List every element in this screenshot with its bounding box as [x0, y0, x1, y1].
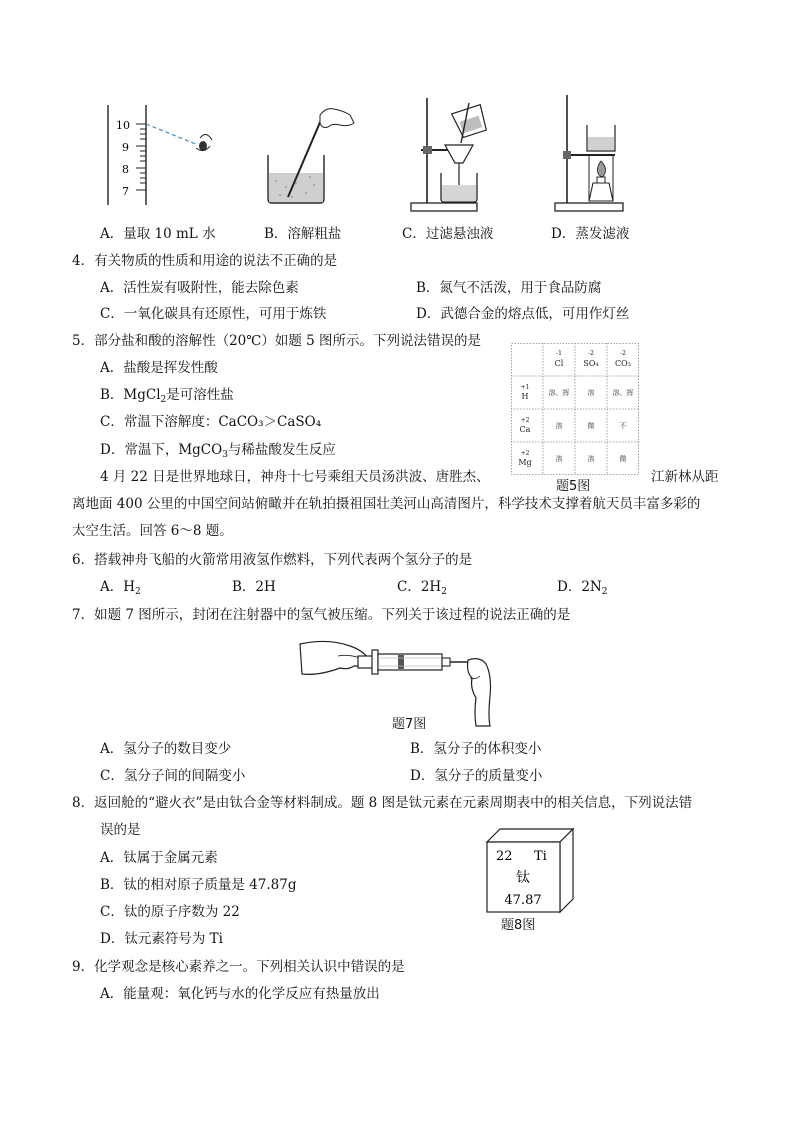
q6-option-d-subscript: 2: [601, 587, 608, 597]
q5-option-b-text-end: 是可溶性盐: [166, 387, 234, 403]
row-ion-ca: Ca: [519, 425, 531, 434]
q7-option-c[interactable]: C．氢分子间的间隔变小: [100, 768, 246, 784]
q5-option-c[interactable]: C．常温下溶解度：CaCO₃＞CaSO₄: [100, 414, 322, 430]
q3-option-b[interactable]: B．溶解粗盐: [264, 226, 342, 242]
cylinder-tick-9: 9: [122, 141, 129, 154]
q6-option-b[interactable]: B．2H: [232, 579, 276, 595]
element-number: 22: [496, 849, 513, 864]
q5-option-a[interactable]: A．盐酸是挥发性酸: [100, 360, 218, 376]
q5-figure-caption: 题5图: [556, 479, 591, 494]
q3-option-d[interactable]: D．蒸发滤液: [551, 226, 630, 242]
q7-option-d[interactable]: D．氢分子的质量变小: [410, 768, 543, 784]
passage-line-1a: 4 月 22 日是世界地球日，神舟十七号乘组天员汤洪波、唐胜杰、: [100, 469, 490, 485]
cylinder-tick-8: 8: [122, 163, 129, 176]
col-header-so4: SO₄: [583, 359, 599, 368]
col-charge-co3: -2: [620, 350, 626, 357]
q9-stem: 9．化学观念是核心素养之一。下列相关认识中错误的是: [72, 959, 405, 975]
element-mass: 47.87: [504, 893, 542, 908]
q6-option-a-text: A．H: [100, 579, 136, 595]
cylinder-tick-10: 10: [116, 119, 130, 132]
q6-option-a[interactable]: [100, 577, 141, 597]
q4-option-a[interactable]: A．活性炭有吸附性，能去除色素: [100, 280, 299, 296]
row-ion-h: H: [521, 392, 529, 401]
q5-option-b[interactable]: [100, 385, 234, 405]
q7-option-a[interactable]: A．氢分子的数目变少: [100, 741, 232, 757]
element-symbol: Ti: [534, 849, 547, 864]
q4-option-c[interactable]: C．一氧化碳具有还原性，可用于炼铁: [100, 306, 327, 322]
row-charge-ca: +2: [520, 417, 530, 424]
q8-option-a[interactable]: A．钛属于金属元素: [100, 850, 218, 866]
passage-line-2: 离地面 400 公里的中国空间站俯瞰并在轨拍摄祖国壮美河山高清图片，科学技术支撑着航天员丰富多彩的: [72, 496, 701, 512]
row-charge-mg: +2: [520, 450, 530, 457]
col-charge-cl: -1: [556, 350, 562, 357]
q6-option-c[interactable]: [397, 577, 447, 597]
col-header-co3: CO₃: [615, 359, 631, 368]
q8-stem-line-2: 误的是: [100, 822, 141, 838]
q7-option-b[interactable]: B．氢分子的体积变小: [410, 741, 542, 757]
q3-figure-evaporation: [553, 93, 628, 215]
cell-h-so4: 溶: [587, 389, 595, 397]
eye-icon: [196, 134, 212, 151]
q5-option-b-text: B．MgCl: [100, 387, 161, 403]
q6-option-d[interactable]: [557, 577, 607, 597]
row-ion-mg: Mg: [518, 458, 532, 467]
q3-figure-filtration: [405, 95, 510, 215]
q5-option-d-text: D．常温下，MgCO: [100, 442, 223, 458]
q6-option-d-text: D．2N: [557, 579, 602, 595]
solubility-table: [511, 343, 639, 475]
q4-option-b[interactable]: B．氮气不活泼，用于食品防腐: [416, 280, 602, 296]
q3-figure-graduated-cylinder: [100, 100, 225, 210]
q5-option-d-subscript: 3: [222, 450, 228, 460]
q9-option-a[interactable]: A．能量观：氧化钙与水的化学反应有热量放出: [100, 986, 380, 1002]
q8-option-b[interactable]: B．钛的相对原子质量是 47.87g: [100, 877, 297, 893]
element-name: 钛: [516, 870, 530, 886]
cell-mg-so4: 溶: [587, 455, 595, 463]
row-charge-h: +1: [520, 384, 530, 391]
q5-option-d[interactable]: [100, 440, 336, 460]
cell-h-cl: 溶、挥: [548, 389, 570, 397]
q3-option-c[interactable]: C．过滤悬浊液: [402, 226, 494, 242]
col-charge-so4: -2: [588, 350, 594, 357]
q4-option-d[interactable]: D．武德合金的熔点低，可用作灯丝: [416, 306, 630, 322]
q6-option-c-subscript: 2: [441, 587, 447, 597]
q7-figure-caption: 题7图: [392, 717, 427, 732]
q8-option-d[interactable]: D．钛元素符号为 Ti: [100, 931, 223, 947]
cell-ca-co3: 不: [619, 422, 627, 430]
cell-mg-cl: 溶: [555, 455, 563, 463]
q4-stem: 4．有关物质的性质和用途的说法不正确的是: [72, 253, 338, 269]
passage-line-3: 太空生活。回答 6～8 题。: [72, 523, 233, 539]
q5-stem: 5．部分盐和酸的溶解性（20℃）如题 5 图所示。下列说法错误的是: [72, 333, 482, 349]
q3-option-a[interactable]: A．量取 10 mL 水: [100, 226, 216, 242]
q3-figure-dissolving: [262, 105, 357, 205]
q7-stem: 7．如题 7 图所示，封闭在注射器中的氢气被压缩。下列关于该过程的说法正确的是: [72, 607, 571, 623]
q8-option-c[interactable]: C．钛的原子序数为 22: [100, 904, 240, 920]
col-header-cl: Cl: [554, 359, 564, 368]
cell-ca-cl: 溶: [555, 422, 563, 430]
cell-mg-co3: 微: [619, 455, 627, 463]
cylinder-tick-7: 7: [122, 185, 129, 198]
q5-option-d-text-end: 与稀盐酸发生反应: [227, 442, 336, 458]
q6-stem: 6．搭载神舟飞船的火箭常用液氢作燃料，下列代表两个氢分子的是: [72, 552, 473, 568]
q8-figure-caption: 题8图: [501, 918, 536, 933]
cell-h-co3: 溶、挥: [612, 389, 634, 397]
q6-option-c-text: C．2H: [397, 579, 442, 595]
q5-option-b-subscript: 2: [160, 395, 167, 405]
q6-option-a-subscript: 2: [135, 587, 141, 597]
element-cube: [484, 826, 576, 914]
passage-line-1b: 江新林从距: [651, 469, 719, 485]
cell-ca-so4: 微: [587, 422, 595, 430]
q8-stem-line-1: 8．返回舱的“避火衣”是由钛合金等材料制成。题 8 图是钛元素在元素周期表中的相关信息，下列说法错: [72, 795, 693, 811]
